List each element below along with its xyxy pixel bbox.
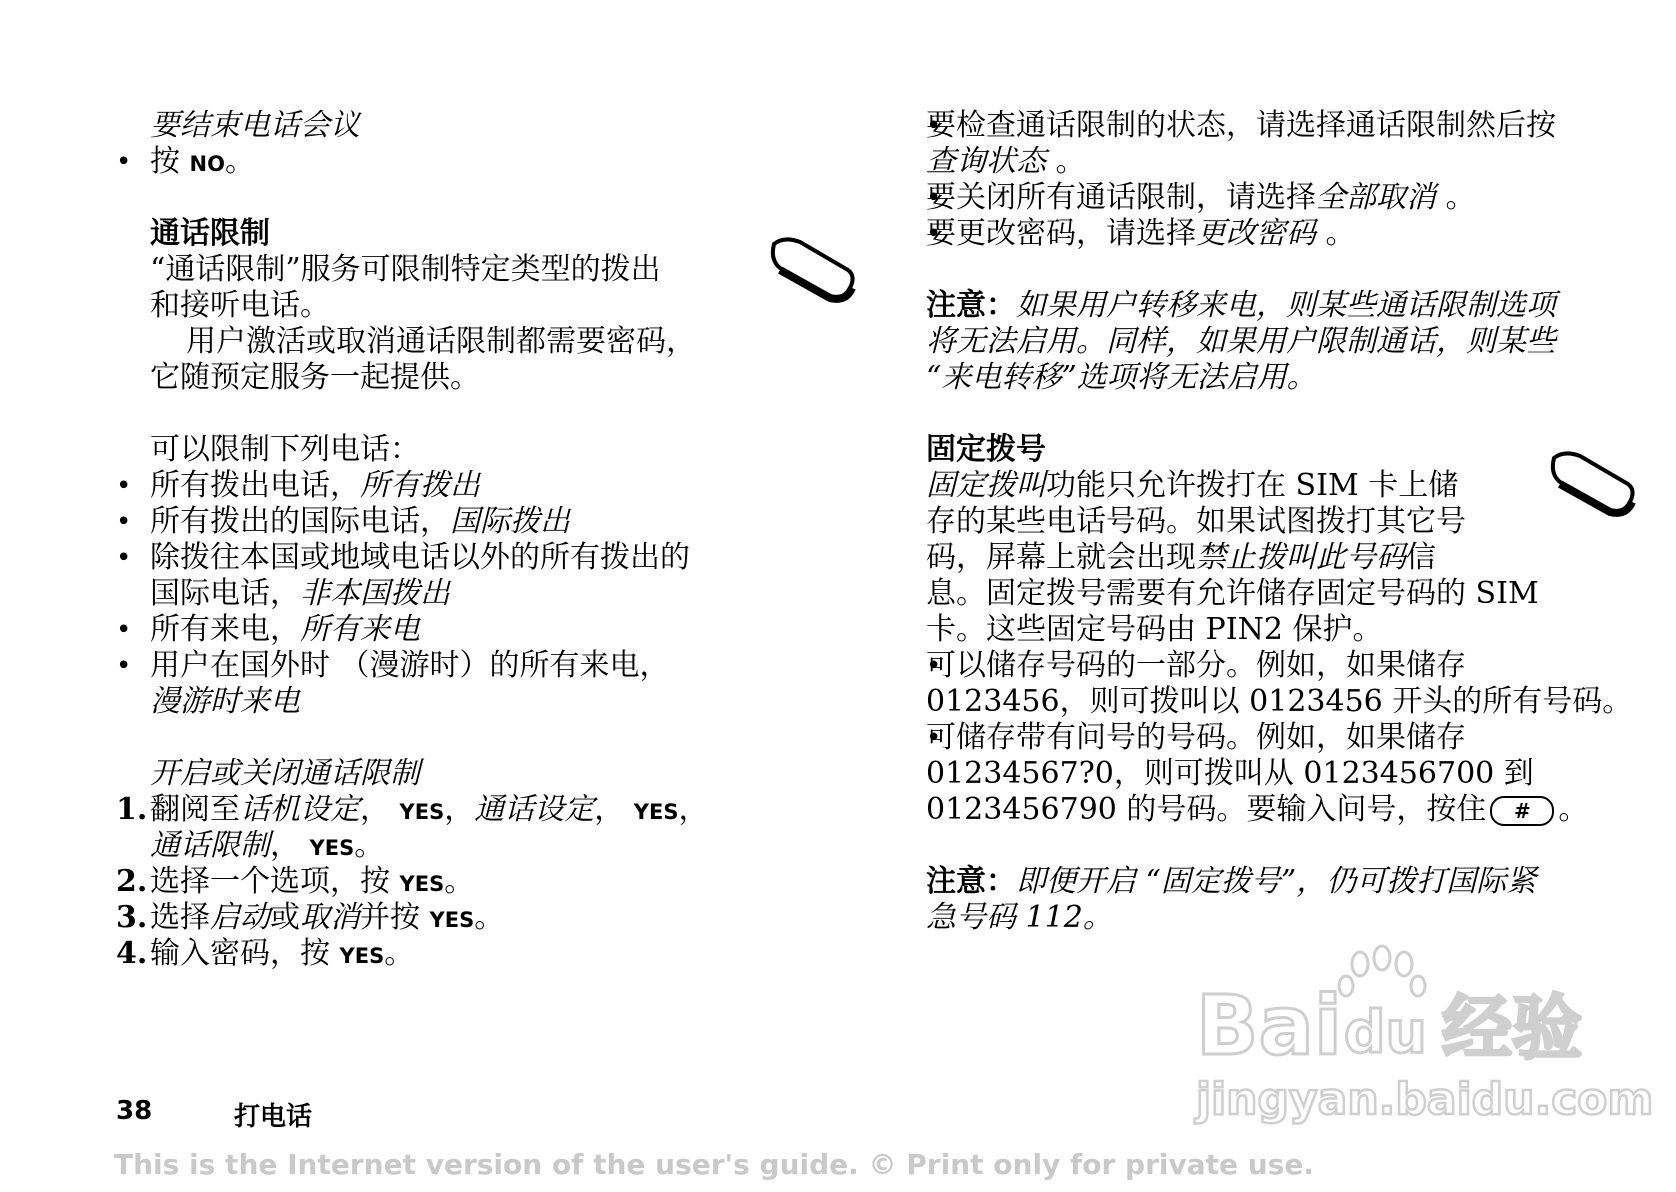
hash-key-icon: #: [1490, 796, 1554, 826]
page-number: 38: [116, 1096, 153, 1126]
left-column: [116, 108, 756, 972]
list-item-continuation: 0123456790 的号码。要输入问号，按住 # 。: [926, 792, 1589, 827]
can-bar-intro: 可以限制下列电话：: [150, 432, 420, 467]
end-conference-item: • 按 NO。: [116, 144, 756, 180]
list-item-continuation: 漫游时来电: [150, 684, 300, 719]
barring-paragraph-line: “通话限制”服务可限制特定类型的拨出: [150, 252, 661, 287]
list-item-continuation: 查询状态 。: [926, 144, 1086, 179]
note-label: 注意：: [926, 864, 1016, 899]
no-key: NO: [189, 152, 225, 176]
barring-paragraph-line: 它随预定服务一起提供。: [150, 360, 480, 395]
fdn-paragraph-line: 存的某些电话号码。如果试图拨打其它号: [926, 504, 1466, 539]
toggle-barring-heading: 开启或关闭通话限制: [150, 756, 420, 791]
list-item-continuation: 国际电话，非本国拨出: [150, 576, 450, 611]
list-item: • 可储存带有问号的号码。例如，如果储存: [926, 720, 1626, 756]
svg-text:jingyan.baidu.com: jingyan.baidu.com: [1196, 1074, 1654, 1125]
fdn-paragraph-line: 息。固定拨号需要有允许储存固定号码的 SIM: [926, 576, 1539, 611]
list-item: • 可以储存号码的一部分。例如，如果储存: [926, 648, 1626, 684]
list-item: • 要关闭所有通话限制，请选择全部取消 。: [926, 180, 1626, 216]
note-paragraph: 注意：如果用户转移来电，则某些通话限制选项: [926, 288, 1556, 323]
section-title: 打电话: [234, 1102, 313, 1132]
list-item-continuation: 0123456，则可拨叫以 0123456 开头的所有号码。: [926, 684, 1633, 719]
list-item: • 所有拨出电话，所有拨出: [116, 468, 756, 504]
fdn-paragraph-line: 固定拨叫功能只允许拨打在 SIM 卡上储: [926, 468, 1459, 503]
list-item: • 用户在国外时 （漫游时）的所有来电，: [116, 648, 756, 684]
list-item: • 所有来电，所有来电: [116, 612, 756, 648]
fdn-paragraph-line: 卡。这些固定号码由 PIN2 保护。: [926, 612, 1383, 647]
phone-icon: [1546, 448, 1638, 518]
step-item: 4. 输入密码，按 YES。: [116, 936, 415, 971]
phone-icon: [766, 234, 858, 304]
right-column: [926, 108, 1633, 936]
baidu-watermark-logo: [1196, 944, 1654, 1144]
list-item: • 要检查通话限制的状态，请选择通话限制然后按: [926, 108, 1626, 144]
svg-text:du: du: [1344, 998, 1427, 1066]
list-item: • 所有拨出的国际电话，国际拨出: [116, 504, 756, 540]
barring-paragraph-line: 用户激活或取消通话限制都需要密码，: [186, 324, 696, 359]
note-paragraph-line: 急号码 112。: [926, 900, 1113, 935]
step-item: 2. 选择一个选项，按 YES。: [116, 864, 475, 899]
svg-text:经验: 经验: [1442, 987, 1582, 1069]
note-label: 注意：: [926, 288, 1016, 323]
fdn-paragraph-line: 码，屏幕上就会出现禁止拨叫此号码信: [926, 540, 1436, 575]
list-item: • 要更改密码，请选择更改密码 。: [926, 216, 1626, 252]
step-item: 1. 翻阅至话机设定， YES，通话设定， YES，: [116, 792, 709, 827]
note-paragraph-line: “来电转移”选项将无法启用。: [926, 360, 1317, 395]
end-conference-heading: 要结束电话会议: [150, 108, 360, 143]
call-barring-heading: 通话限制: [150, 216, 270, 251]
list-item-continuation: 01234567?0，则可拨叫从 0123456700 到: [926, 756, 1534, 791]
svg-text:Bai: Bai: [1196, 979, 1342, 1074]
note-paragraph: 注意：即便开启 “固定拨号”，仍可拨打国际紧: [926, 864, 1537, 899]
step-item: 3. 选择启动或取消并按 YES。: [116, 900, 505, 935]
list-item: • 除拨往本国或地域电话以外的所有拨出的: [116, 540, 756, 576]
note-paragraph-line: 将无法启用。同样，如果用户限制通话，则某些: [926, 324, 1556, 359]
disclaimer-text: This is the Internet version of the user's guide. © Print only for private use.: [114, 1148, 1314, 1181]
fixed-dialing-heading: 固定拨号: [926, 432, 1046, 467]
step-item-continuation: 通话限制， YES。: [150, 828, 385, 863]
barring-paragraph-line: 和接听电话。: [150, 288, 330, 323]
